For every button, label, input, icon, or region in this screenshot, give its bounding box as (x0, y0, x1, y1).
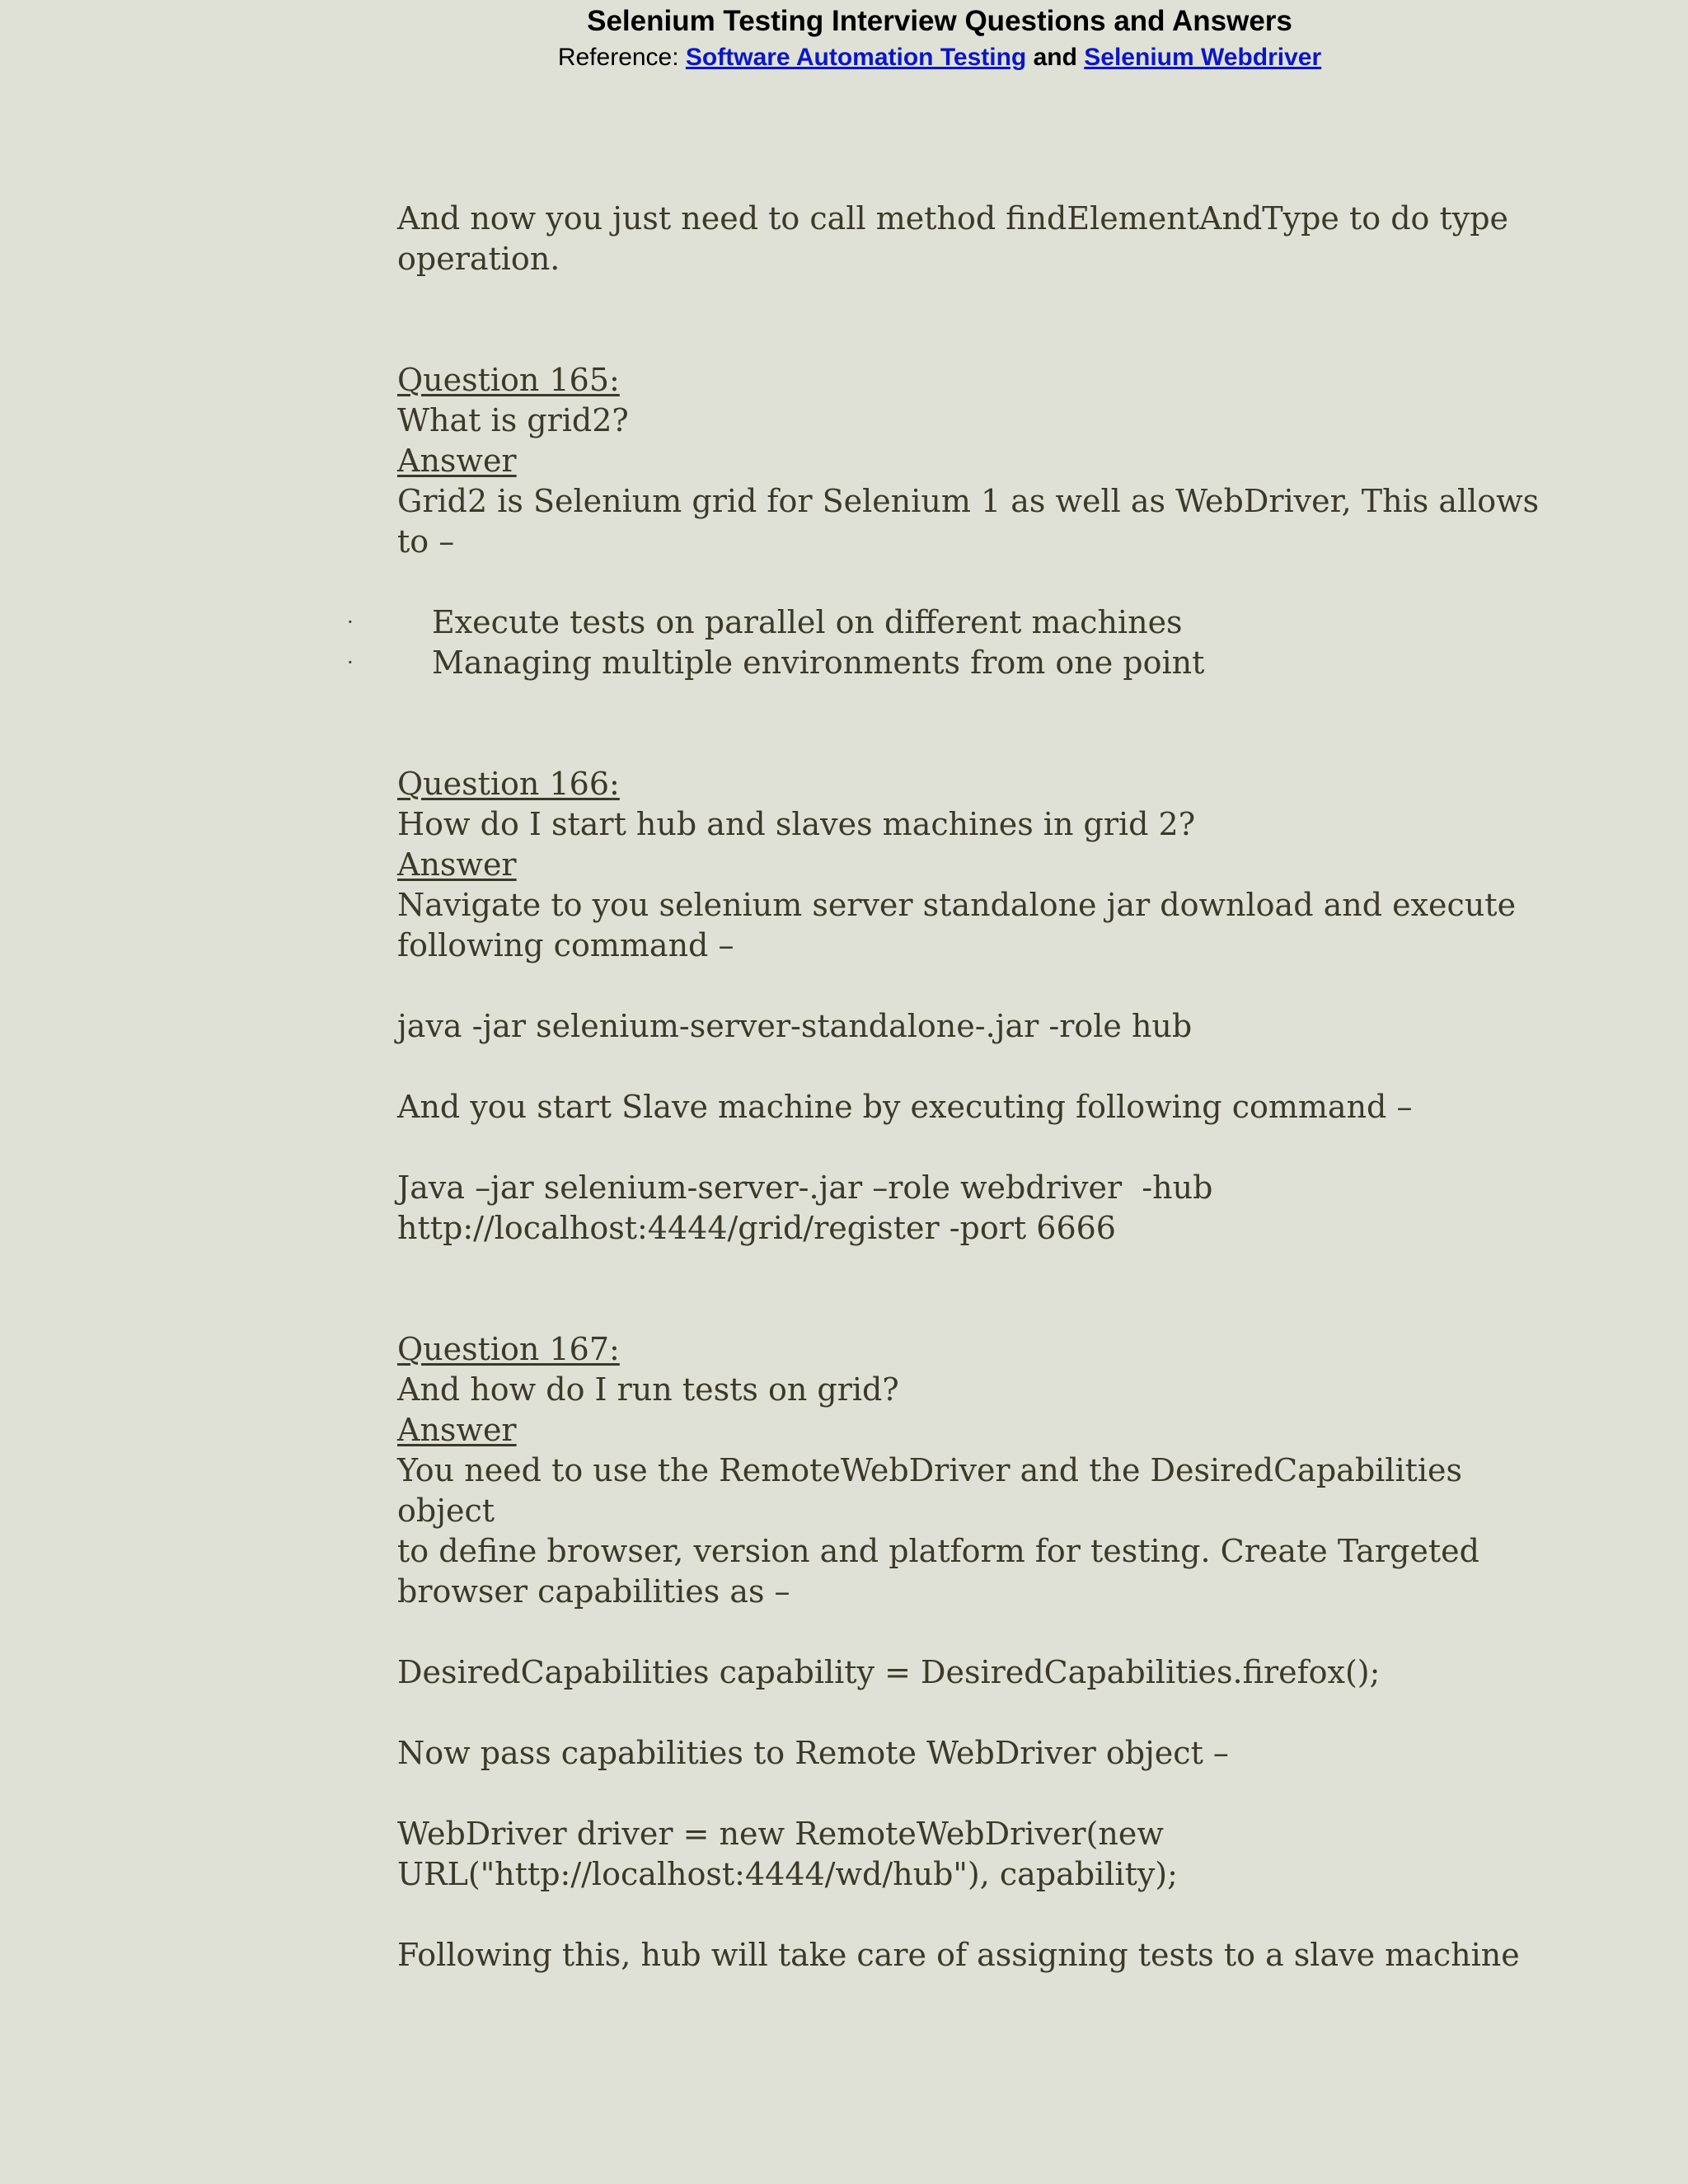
bullet-text: Execute tests on parallel on different machines (432, 604, 1183, 640)
answer-label: Answer (397, 443, 517, 479)
reference-and: and (1026, 44, 1085, 71)
question-text: And how do I run tests on grid? (397, 1371, 899, 1408)
hub-command: java -jar selenium-server-standalone-.jar -role hub (397, 1008, 1193, 1044)
answer-line-1: Navigate to you selenium server standalone jar download and execute (397, 887, 1517, 923)
document-title: Selenium Testing Interview Questions and Answers (587, 5, 1292, 37)
answer-line-3: browser capabilities as – (397, 1573, 790, 1610)
closing-text: Following this, hub will take care of assigning tests to a slave machine (397, 1937, 1520, 1973)
document-body (347, 199, 1551, 1975)
selenium-webdriver-link[interactable]: Selenium Webdriver (1084, 44, 1322, 71)
answer-label: Answer (397, 846, 517, 883)
answer-line-1: You need to use the RemoteWebDriver and the DesiredCapabilities object (397, 1452, 1473, 1529)
slave-command-line-1: Java –jar selenium-server-.jar –role webdriver -hub (397, 1169, 1213, 1206)
question-text: How do I start hub and slaves machines in grid 2? (397, 806, 1196, 842)
slave-intro: And you start Slave machine by executing following command – (397, 1089, 1413, 1125)
question-165 (347, 360, 1551, 683)
question-heading: Question 165: (397, 362, 620, 398)
reference-line (0, 40, 1688, 75)
bullet-icon: · (347, 651, 354, 674)
intro-line-1: And now you just need to call method findElementAndType to do type (397, 200, 1509, 237)
question-heading: Question 167: (397, 1331, 620, 1367)
bullet-icon: · (347, 611, 354, 634)
intro-line-2: operation. (397, 241, 560, 277)
list-item (347, 643, 1551, 683)
software-automation-testing-link[interactable]: Software Automation Testing (685, 44, 1027, 71)
remote-driver-code-line-1: WebDriver driver = new RemoteWebDriver(new (397, 1816, 1164, 1852)
answer-label: Answer (397, 1412, 517, 1448)
bullet-text: Managing multiple environments from one point (432, 644, 1205, 681)
question-text: What is grid2? (397, 402, 629, 438)
question-166 (397, 764, 1551, 1249)
remote-driver-code-line-2: URL("http://localhost:4444/wd/hub"), capability); (397, 1856, 1178, 1892)
slave-command-line-2: http://localhost:4444/grid/register -port 6666 (397, 1210, 1116, 1246)
bullet-list (347, 602, 1551, 683)
capabilities-code: DesiredCapabilities capability = DesiredCapabilities.firefox(); (397, 1654, 1381, 1690)
question-167 (397, 1329, 1551, 1975)
answer-text: Grid2 is Selenium grid for Selenium 1 as well as WebDriver, This allows to – (397, 483, 1550, 560)
question-heading: Question 166: (397, 766, 620, 802)
answer-line-2: following command – (397, 927, 734, 963)
reference-label: Reference: (557, 44, 686, 71)
pass-capabilities-text: Now pass capabilities to Remote WebDriver object – (397, 1735, 1229, 1771)
answer-line-2: to define browser, version and platform for testing. Create Targeted (397, 1533, 1479, 1569)
list-item (347, 602, 1551, 643)
